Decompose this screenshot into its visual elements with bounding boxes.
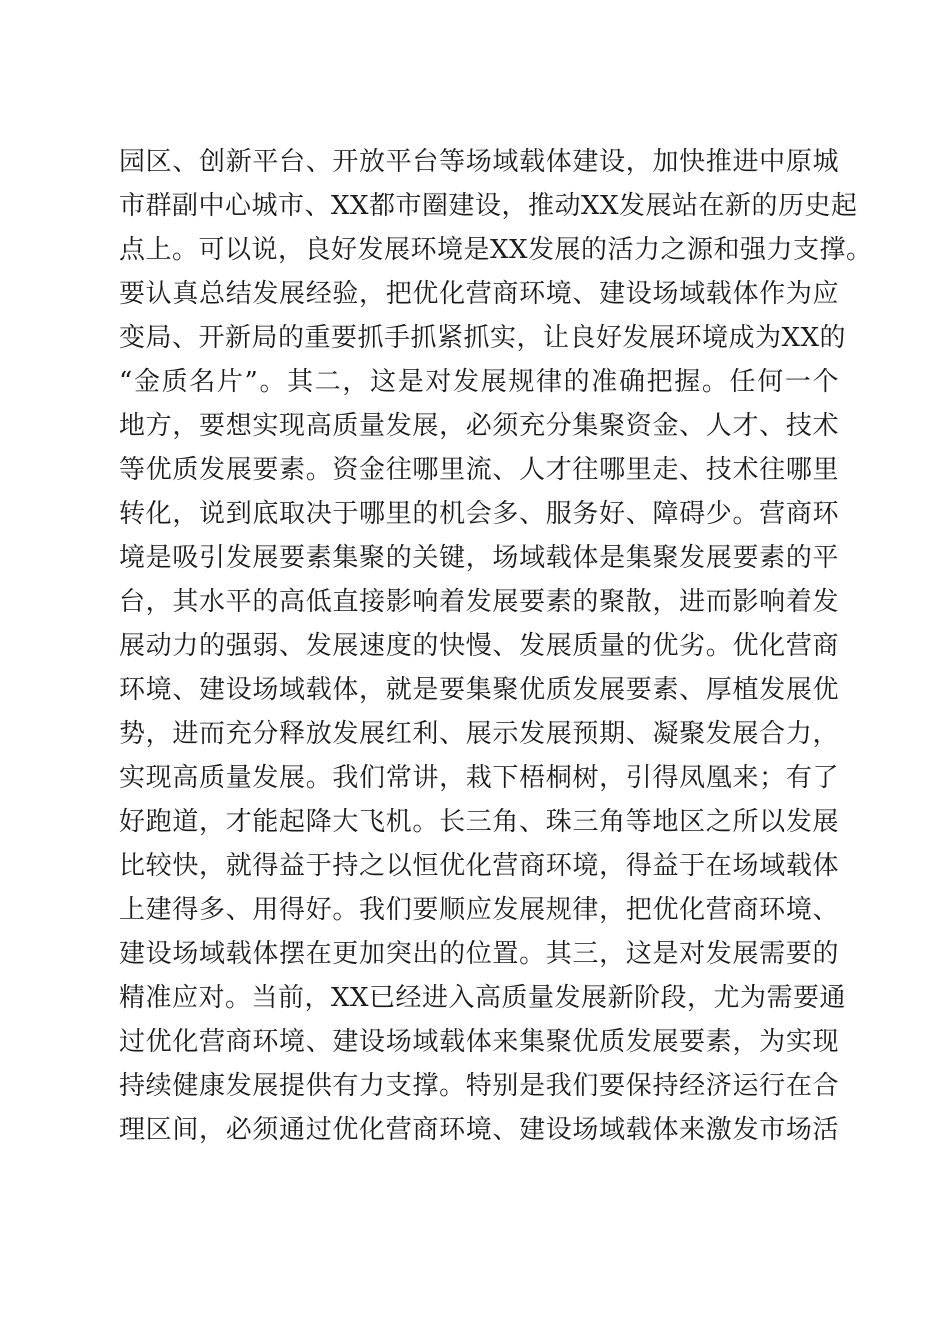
text-line: 变局、开新局的重要抓手抓紧抓实，让良好发展环境成为XX的	[119, 323, 847, 353]
text-line: 比较快，就得益于持之以恒优化营商环境，得益于在场域载体	[119, 851, 839, 881]
text-line: 展动力的强弱、发展速度的快慢、发展质量的优劣。优化营商	[119, 631, 839, 661]
text-line: 过优化营商环境、建设场域载体来集聚优质发展要素，为实现	[119, 1027, 839, 1057]
text-line: 势，进而充分释放发展红利、展示发展预期、凝聚发展合力，	[119, 719, 839, 749]
text-line: “金质名片”。其二，这是对发展规律的准确把握。任何一个	[119, 367, 839, 397]
text-line: 市群副中心城市、XX都市圈建设，推动XX发展站在新的历史起	[119, 191, 858, 221]
text-line: 境是吸引发展要素集聚的关键，场域载体是集聚发展要素的平	[119, 543, 839, 573]
text-line: 建设场域载体摆在更加突出的位置。其三，这是对发展需要的	[119, 939, 839, 969]
text-line: 理区间，必须通过优化营商环境、建设场域载体来激发市场活	[119, 1115, 839, 1145]
text-line: 等优质发展要素。资金往哪里流、人才往哪里走、技术往哪里	[119, 455, 839, 485]
text-line: 环境、建设场域载体，就是要集聚优质发展要素、厚植发展优	[119, 675, 839, 705]
text-line: 精准应对。当前，XX已经进入高质量发展新阶段，尤为需要通	[119, 983, 847, 1013]
text-line: 转化，说到底取决于哪里的机会多、服务好、障碍少。营商环	[119, 499, 839, 529]
text-line: 持续健康发展提供有力支撑。特别是我们要保持经济运行在合	[119, 1071, 839, 1101]
text-line: 要认真总结发展经验，把优化营商环境、建设场域载体作为应	[119, 279, 839, 309]
text-line: 上建得多、用得好。我们要顺应发展规律，把优化营商环境、	[119, 895, 839, 925]
text-line: 园区、创新平台、开放平台等场域载体建设，加快推进中原城	[119, 147, 839, 177]
text-line: 好跑道，才能起降大飞机。长三角、珠三角等地区之所以发展	[119, 807, 839, 837]
body-text	[119, 140, 873, 1152]
text-line: 实现高质量发展。我们常讲，栽下梧桐树，引得凤凰来；有了	[119, 763, 839, 793]
text-line: 地方，要想实现高质量发展，必须充分集聚资金、人才、技术	[119, 411, 839, 441]
text-line: 台，其水平的高低直接影响着发展要素的聚散，进而影响着发	[119, 587, 839, 617]
text-line: 点上。可以说，良好发展环境是XX发展的活力之源和强力支撑。	[119, 235, 873, 265]
